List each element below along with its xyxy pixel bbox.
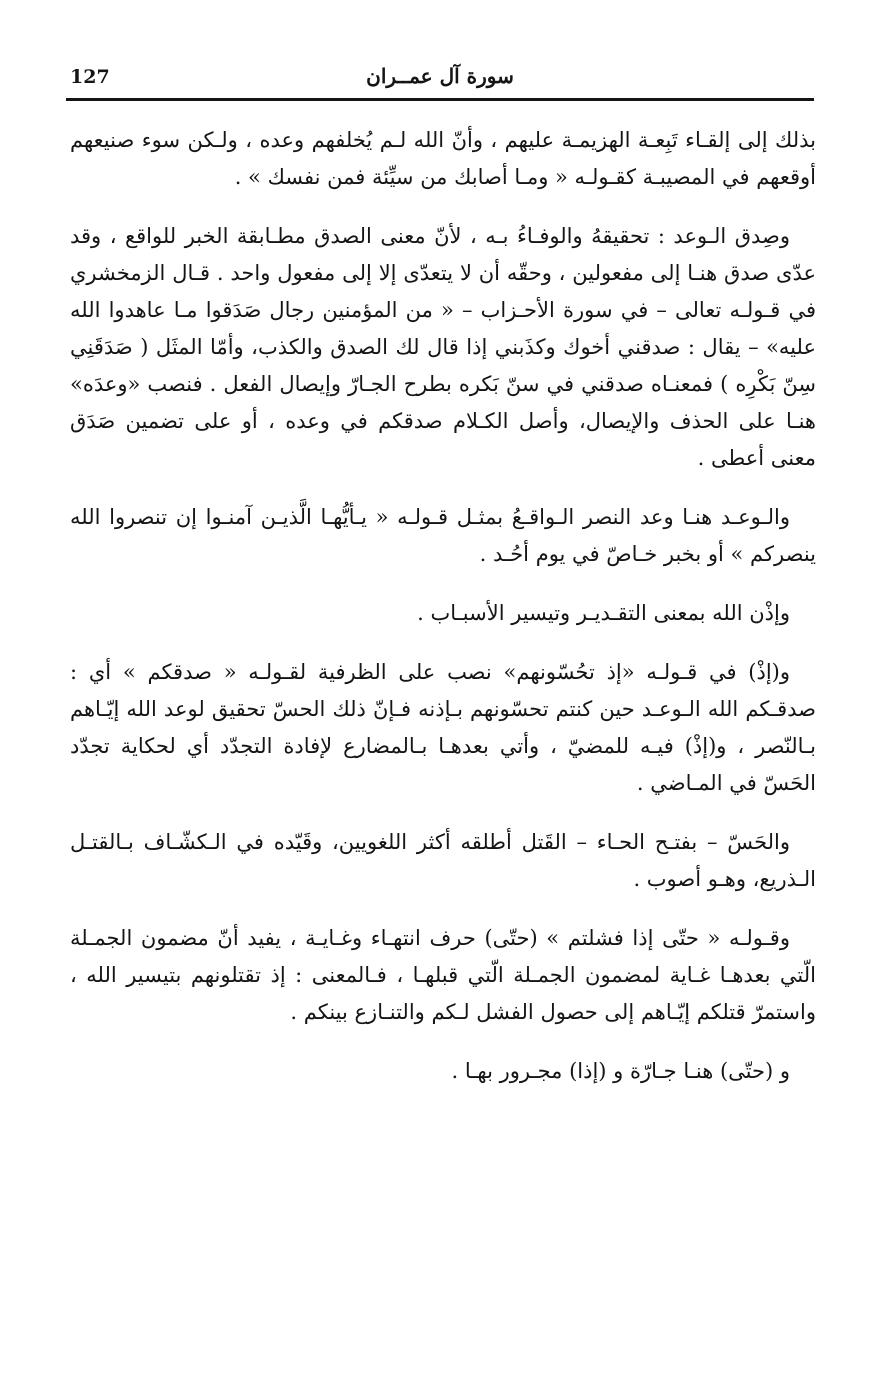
paragraph-4: وإذْن الله بمعنى التقـديـر وتيسير الأسبـاب . bbox=[417, 601, 790, 625]
paragraph-2: وصِدق الـوعد : تحقيقهُ والوفـاءُ بـه ، لأنّ معنى الصدق مطـابقة الخبر للواقع ، وقد عدّى صدق هنـا إلى مفعولين ، وحقّه أن لا يتعدّى إلا إلى مفعول واحد . قـال الزمخشري في قـولـه تعالى – في سورة الأحـزاب – « من المؤمنين رجال صَدَقوا مـا عاهدوا الله عليه» – يقال : صدقني أخوك وكذَبني إذا قال لك الصدق والكذب، وأمّا المثَل ( صَدَقَنِي سِنّ بَكْرِه ) فمعنـاه صدقني في سنّ بَكره بطرح الجـارّ وإيصال الفعل . فنصب «وعدَه» هنـا على الحذف والإيصال، وأصل الكـلام صدقكم في وعده ، أو على تضمين صَدَق معنى أعطى . bbox=[70, 224, 816, 470]
paragraph-7: وقـولـه « حتّى إذا فشلتم » (حتّى) حرف انتهـاء وغـايـة ، يفيد أنّ مضمون الجمـلة الّتي بعدهـا غـاية لمضمون الجمـلة الّتي قبلهـا ، فـالمعنى : إذ تقتلونهم بتيسير الله ، واستمرّ قتلكم إيّـاهم إلى حصول الفشل لـكم والتنـازع بينكم . bbox=[70, 926, 816, 1024]
paragraph-3: والـوعـد هنـا وعد النصر الـواقـعُ بمثـل قـولـه « يـأيُّهـا الَّذيـن آمنـوا إن تنصروا الله ينصركم » أو بخبر خـاصّ في يوم أحُـد . bbox=[70, 505, 816, 566]
paragraph-5: و(إذْ) في قـولـه «إذ تحُسّونهم» نصب على الظرفية لقـولـه « صدقكم » أي : صدقـكم الله الـوعـد حين كنتم تحسّونهم بـإذنه فـإنّ ذلك الحسّ تحقيق لوعد الله إيّـاهم بـالنّصر ، و(إذْ) فيـه للمضيّ ، وأتي بعدهـا بـالمضارع لإفادة التجدّد أي لحكاية تجدّد الحَسّ في المـاضي . bbox=[70, 660, 816, 795]
paragraph-1: بذلك إلى إلقـاء تَبِعـة الهزيمـة عليهم ، وأنّ الله لـم يُخلفهم وعده ، ولـكن سوء صنيعهم أوقعهم في المصيبـة كقـولـه « ومـا أصابك من سيِّئة فمن نفسك » . bbox=[70, 128, 817, 189]
header-rule bbox=[66, 98, 814, 101]
paragraph-8: و (حتّى) هنـا جـارّة و (إذا) مجـرور بهـا . bbox=[451, 1059, 790, 1083]
page-header bbox=[70, 60, 810, 96]
paragraph-6: والحَسّ – بفتـح الحـاء – القَتل أطلقه أكثر اللغويين، وقَيّده في الـكشّـاف بـالقتـل الـذريع، وهـو أصوب . bbox=[70, 830, 816, 891]
page-number: 127 bbox=[70, 66, 110, 88]
body-text bbox=[70, 122, 816, 1112]
running-title: سورة آل عمــران bbox=[366, 64, 514, 88]
